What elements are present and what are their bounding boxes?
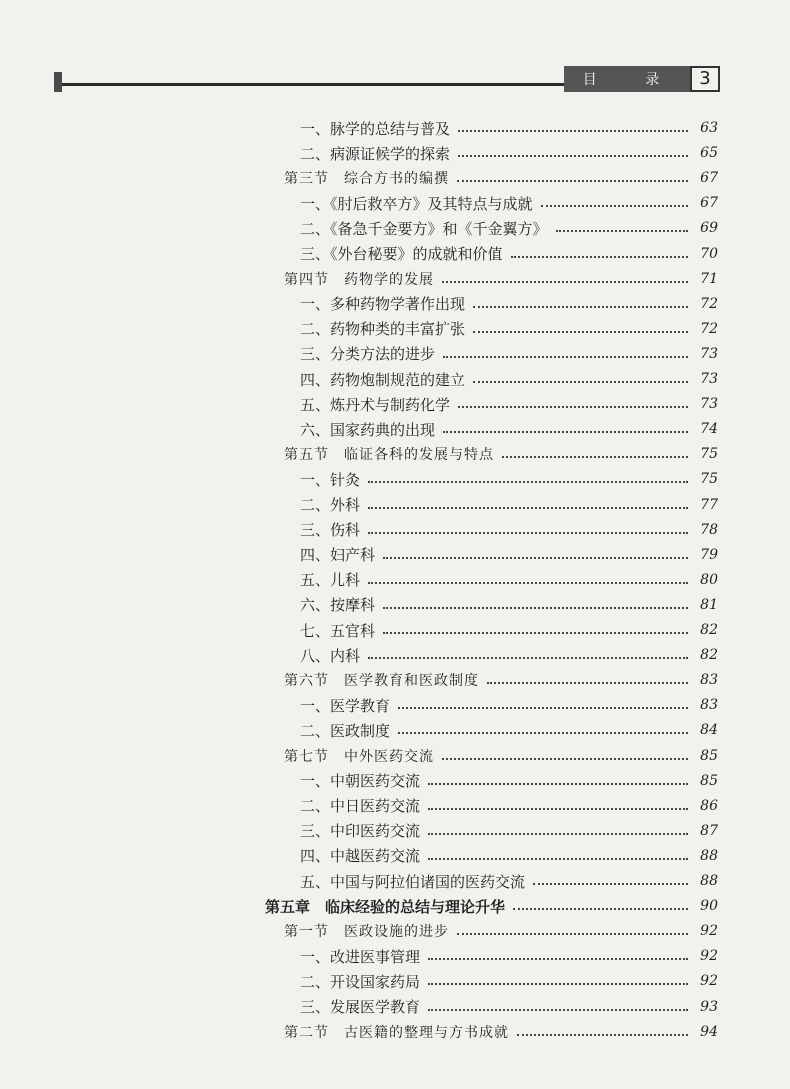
toc-entry-item xyxy=(300,769,718,793)
toc-title: 一、改进医事管理 xyxy=(300,947,421,966)
toc-entry-item xyxy=(300,216,718,240)
dot-leader xyxy=(443,431,688,433)
toc-entry-item xyxy=(300,317,718,341)
dot-leader xyxy=(428,1009,688,1011)
toc-page-number: 85 xyxy=(700,747,718,764)
toc-entry-item xyxy=(300,518,718,542)
toc-page-number: 75 xyxy=(700,471,718,488)
toc-entry-item xyxy=(300,116,718,140)
dot-leader xyxy=(473,381,688,383)
dot-leader xyxy=(517,1034,688,1036)
toc-entry-item xyxy=(300,794,718,818)
toc-title: 一、中朝医药交流 xyxy=(300,772,421,791)
toc-title: 八、内科 xyxy=(300,646,361,665)
toc-page-number: 83 xyxy=(700,672,718,689)
toc-title: 一、脉学的总结与普及 xyxy=(300,119,451,138)
dot-leader xyxy=(457,180,688,182)
header-marker xyxy=(54,72,62,92)
dot-leader xyxy=(457,933,688,935)
toc-title: 一、医学教育 xyxy=(300,696,391,715)
toc-title: 一、多种药物学著作出现 xyxy=(300,295,466,314)
dot-leader xyxy=(556,230,688,232)
toc-title: 一、针灸 xyxy=(300,470,361,489)
toc-entry-chapter xyxy=(265,894,718,918)
dot-leader xyxy=(513,908,688,910)
dot-leader xyxy=(443,356,688,358)
dot-leader xyxy=(368,532,688,534)
toc-entry-item xyxy=(300,493,718,517)
toc-title: 六、国家药典的出现 xyxy=(300,420,436,439)
dot-leader xyxy=(502,456,688,458)
toc-page-number: 74 xyxy=(700,421,718,438)
dot-leader xyxy=(428,858,688,860)
toc-page-number: 67 xyxy=(700,170,718,187)
toc-entry-item xyxy=(300,292,718,316)
toc-entry-item xyxy=(300,141,718,165)
toc-page-number: 69 xyxy=(700,220,718,237)
toc-entry-item xyxy=(300,693,718,717)
toc-entry-item xyxy=(300,191,718,215)
toc-title: 第一节 医政设施的进步 xyxy=(284,924,449,941)
toc-page-number: 82 xyxy=(700,622,718,638)
dot-leader xyxy=(458,406,688,408)
dot-leader xyxy=(428,808,688,810)
dot-leader xyxy=(442,758,688,760)
toc-title: 五、炼丹术与制药化学 xyxy=(300,395,451,414)
dot-leader xyxy=(511,256,688,258)
toc-page-number: 63 xyxy=(700,120,718,136)
dot-leader xyxy=(368,507,688,509)
toc-title: 二、开设国家药局 xyxy=(300,972,421,991)
toc-title: 二、医政制度 xyxy=(300,721,391,740)
toc-page-number: 73 xyxy=(700,371,718,387)
header-label: 目 录 xyxy=(564,66,690,92)
toc-entry-section xyxy=(284,919,718,943)
toc-page-number: 88 xyxy=(700,847,718,864)
toc-title: 第四节 药物学的发展 xyxy=(284,271,434,288)
toc-title: 第三节 综合方书的编撰 xyxy=(284,171,449,188)
toc-title: 五、中国与阿拉伯诸国的医药交流 xyxy=(300,872,526,891)
toc-page-number: 92 xyxy=(700,948,718,965)
toc-page-number: 67 xyxy=(700,195,718,212)
header-page-number: 3 xyxy=(690,66,720,92)
toc-entry-item xyxy=(300,844,718,868)
toc-entry-item xyxy=(300,944,718,968)
toc-title: 一、《肘后救卒方》及其特点与成就 xyxy=(300,194,533,213)
toc-title: 三、《外台秘要》的成就和价值 xyxy=(300,245,503,263)
dot-leader xyxy=(428,783,688,785)
toc-page-number: 82 xyxy=(700,647,718,664)
toc-page-number: 93 xyxy=(700,998,718,1015)
toc-title: 第五节 临证各科的发展与特点 xyxy=(284,447,494,464)
toc-entry-section xyxy=(284,1020,718,1044)
dot-leader xyxy=(398,732,688,734)
toc-title: 二、病源证候学的探索 xyxy=(300,144,451,163)
toc-entry-item xyxy=(300,242,718,266)
toc-page-number: 85 xyxy=(700,772,718,789)
toc-title: 第六节 医学教育和医政制度 xyxy=(284,673,479,690)
header-rule xyxy=(54,83,564,86)
toc-entry-section xyxy=(284,267,718,291)
dot-leader xyxy=(428,958,688,960)
toc-page-number: 70 xyxy=(700,245,718,262)
dot-leader xyxy=(458,155,688,157)
toc-entry-section xyxy=(284,744,718,768)
toc-page-number: 72 xyxy=(700,320,718,337)
toc-entry-item xyxy=(300,819,718,843)
running-header xyxy=(54,66,720,92)
toc-entry-item xyxy=(300,392,718,416)
toc-title: 二、外科 xyxy=(300,496,361,514)
toc-page-number: 83 xyxy=(700,697,718,714)
toc-entry-item xyxy=(300,995,718,1019)
toc-entry-item xyxy=(300,342,718,366)
toc-page-number: 84 xyxy=(700,722,718,739)
toc-page-number: 90 xyxy=(700,898,718,915)
toc-title: 三、中印医药交流 xyxy=(300,822,421,841)
toc-title: 三、分类方法的进步 xyxy=(300,345,436,364)
toc-entry-item xyxy=(300,593,718,617)
toc-title: 四、妇产科 xyxy=(300,546,376,565)
toc-page-number: 77 xyxy=(700,496,718,513)
toc-title: 五、儿科 xyxy=(300,571,361,590)
dot-leader xyxy=(398,707,688,709)
dot-leader xyxy=(368,481,688,483)
toc-title: 二、药物种类的丰富扩张 xyxy=(300,320,466,339)
toc-page-number: 81 xyxy=(700,596,718,613)
dot-leader xyxy=(487,682,688,684)
toc-page-number: 92 xyxy=(700,923,718,940)
toc-page-number: 72 xyxy=(700,295,718,312)
toc-page-number: 79 xyxy=(700,546,718,563)
dot-leader xyxy=(442,281,688,283)
toc-title: 三、伤科 xyxy=(300,521,361,540)
toc-entry-item xyxy=(300,718,718,742)
toc-title: 二、中日医药交流 xyxy=(300,797,421,816)
toc-title: 四、中越医药交流 xyxy=(300,847,421,866)
dot-leader xyxy=(368,657,688,659)
toc-page-number: 78 xyxy=(700,521,718,538)
dot-leader xyxy=(383,557,688,559)
toc-entry-item xyxy=(300,618,718,642)
toc-title: 六、按摩科 xyxy=(300,596,376,615)
toc-title: 四、药物炮制规范的建立 xyxy=(300,370,466,389)
toc-title: 第五章 临床经验的总结与理论升华 xyxy=(265,897,506,916)
toc-page-number: 80 xyxy=(700,571,718,588)
toc-page-number: 65 xyxy=(700,145,718,162)
dot-leader xyxy=(458,130,688,132)
dot-leader xyxy=(428,833,688,835)
toc-page-number: 73 xyxy=(700,345,718,362)
toc-entry-item xyxy=(300,417,718,441)
toc-entry-item xyxy=(300,367,718,391)
toc-page-number: 73 xyxy=(700,396,718,413)
dot-leader xyxy=(541,205,688,207)
toc-page-number: 71 xyxy=(700,270,718,287)
dot-leader xyxy=(473,306,688,308)
dot-leader xyxy=(473,331,688,333)
toc-title: 三、发展医学教育 xyxy=(300,998,421,1016)
toc-entry-item xyxy=(300,467,718,491)
toc-entry-item xyxy=(300,543,718,567)
dot-leader xyxy=(428,983,688,985)
dot-leader xyxy=(368,582,688,584)
toc-entry-item xyxy=(300,568,718,592)
toc-entry-section xyxy=(284,442,718,466)
dot-leader xyxy=(383,632,688,634)
toc-title: 第七节 中外医药交流 xyxy=(284,748,434,765)
toc-page-number: 94 xyxy=(700,1023,718,1040)
toc-entry-item xyxy=(300,869,718,893)
toc-page-number: 75 xyxy=(700,446,718,463)
toc-page-number: 87 xyxy=(700,822,718,839)
dot-leader xyxy=(383,607,688,609)
toc-title: 二、《备急千金要方》和《千金翼方》 xyxy=(300,219,548,238)
toc-page-number: 92 xyxy=(700,973,718,990)
toc-title: 第二节 古医籍的整理与方书成就 xyxy=(284,1024,509,1041)
toc-entry-section xyxy=(284,668,718,692)
dot-leader xyxy=(533,883,688,885)
toc-page-number: 88 xyxy=(700,873,718,889)
toc-title: 七、五官科 xyxy=(300,621,376,640)
toc-entry-section xyxy=(284,166,718,190)
toc-entry-item xyxy=(300,643,718,667)
toc-entry-item xyxy=(300,969,718,993)
toc-page-number: 86 xyxy=(700,797,718,814)
